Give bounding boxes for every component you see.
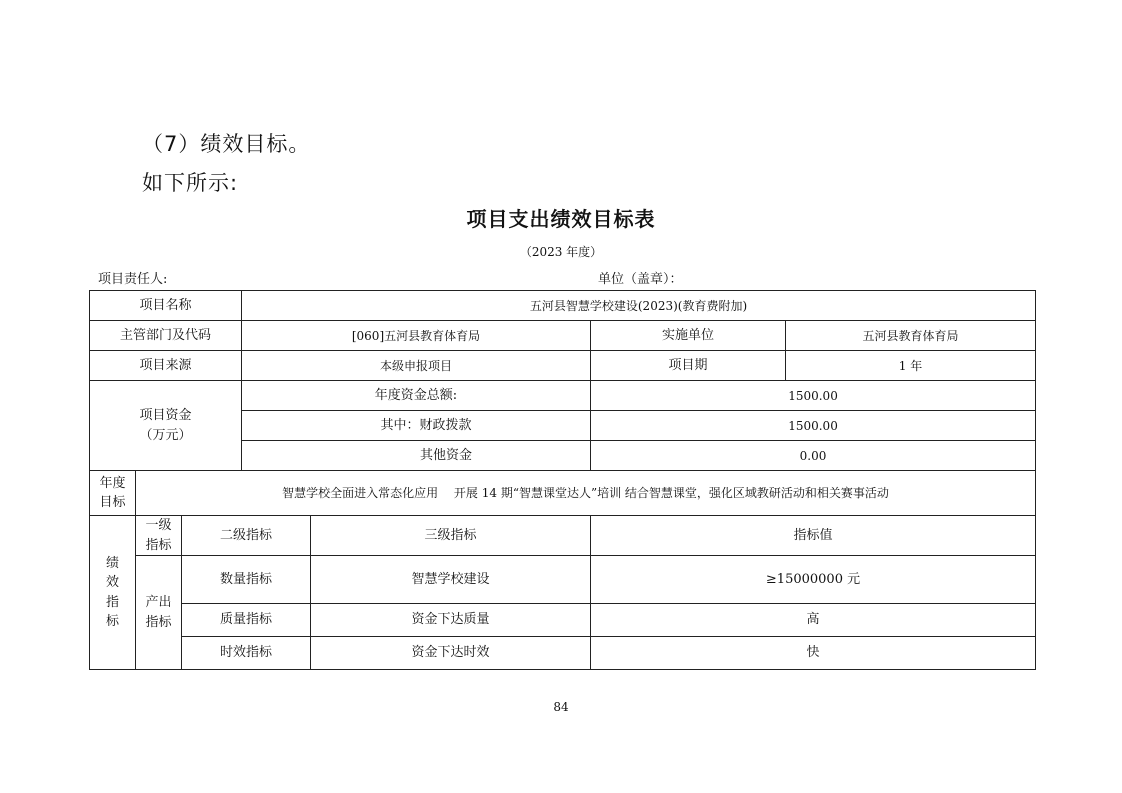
indicator-side-label <box>90 516 136 670</box>
table-row <box>90 381 1036 411</box>
indicator-level2: 质量指标 <box>182 604 311 637</box>
table-row <box>90 291 1036 321</box>
source-value: 本级申报项目 <box>242 351 591 381</box>
responsible-label: 项目责任人: <box>98 272 168 287</box>
project-name-label: 项目名称 <box>90 291 242 321</box>
year-label: （2023 年度） <box>519 245 603 259</box>
other-funds-value: 0.00 <box>591 441 1036 471</box>
funds-label-line-1: 项目资金 <box>139 408 192 423</box>
output-label-line-2: 指标 <box>145 614 172 630</box>
table-row <box>90 471 1036 516</box>
unit-label: 单位（盖章）： <box>598 272 683 287</box>
annual-goal-label-line-2: 目标 <box>99 495 126 510</box>
fiscal-label: 其中：财政拨款 <box>242 411 591 441</box>
indicator-level2: 数量指标 <box>182 556 311 604</box>
impl-unit-value: 五河县教育体育局 <box>786 321 1036 351</box>
table-row <box>90 351 1036 381</box>
level1-header <box>136 516 182 556</box>
level3-header: 三级指标 <box>311 516 591 556</box>
page-number: 84 <box>553 700 569 714</box>
level1-header-line-1: 一级 <box>145 518 172 533</box>
indicator-value: 快 <box>591 637 1036 670</box>
indicator-level3: 资金下达质量 <box>311 604 591 637</box>
table-title: 项目支出绩效目标表 <box>466 207 656 231</box>
dept-value: [060]五河县教育体育局 <box>242 321 591 351</box>
side-label-char: 效 <box>105 575 119 590</box>
period-label: 项目期 <box>591 351 786 381</box>
period-value: 1 年 <box>786 351 1036 381</box>
fiscal-value: 1500.00 <box>591 411 1036 441</box>
table-row <box>90 516 1036 556</box>
annual-total-label: 年度资金总额: <box>242 381 591 411</box>
indicator-level3: 资金下达时效 <box>311 637 591 670</box>
impl-unit-label: 实施单位 <box>591 321 786 351</box>
dept-label: 主管部门及代码 <box>90 321 242 351</box>
indicator-level2: 时效指标 <box>182 637 311 670</box>
output-label-line-1: 产出 <box>145 595 172 610</box>
section-heading: （7）绩效目标。 <box>142 132 311 156</box>
level1-header-line-2: 指标 <box>145 537 172 553</box>
funds-label <box>90 381 242 471</box>
output-indicator-label <box>136 556 182 670</box>
side-label-char: 绩 <box>105 555 119 571</box>
intro-text: 如下所示: <box>142 171 239 195</box>
level2-header: 二级指标 <box>182 516 311 556</box>
indicator-row <box>90 637 1036 670</box>
value-header: 指标值 <box>591 516 1036 556</box>
side-label-char: 指 <box>105 594 119 610</box>
indicator-row <box>90 604 1036 637</box>
source-label: 项目来源 <box>90 351 242 381</box>
indicator-value: 高 <box>591 604 1036 637</box>
indicator-level3: 智慧学校建设 <box>311 556 591 604</box>
funds-label-line-2: （万元） <box>139 427 192 443</box>
performance-table <box>89 290 1036 670</box>
side-label-char: 标 <box>105 614 119 629</box>
indicator-value: ≥15000000 元 <box>591 556 1036 604</box>
other-funds-label: 其他资金 <box>242 441 591 471</box>
indicator-row <box>90 556 1036 604</box>
project-name-value: 五河县智慧学校建设(2023)(教育费附加) <box>242 291 1036 321</box>
annual-total-value: 1500.00 <box>591 381 1036 411</box>
annual-goal-label <box>90 471 136 516</box>
table-row <box>90 321 1036 351</box>
annual-goal-value: 智慧学校全面进入常态化应用 开展 14 期“智慧课堂达人”培训 结合智慧课堂，强化区域教研活动和相关赛事活动 <box>136 471 1036 516</box>
annual-goal-label-line-1: 年度 <box>99 475 126 491</box>
